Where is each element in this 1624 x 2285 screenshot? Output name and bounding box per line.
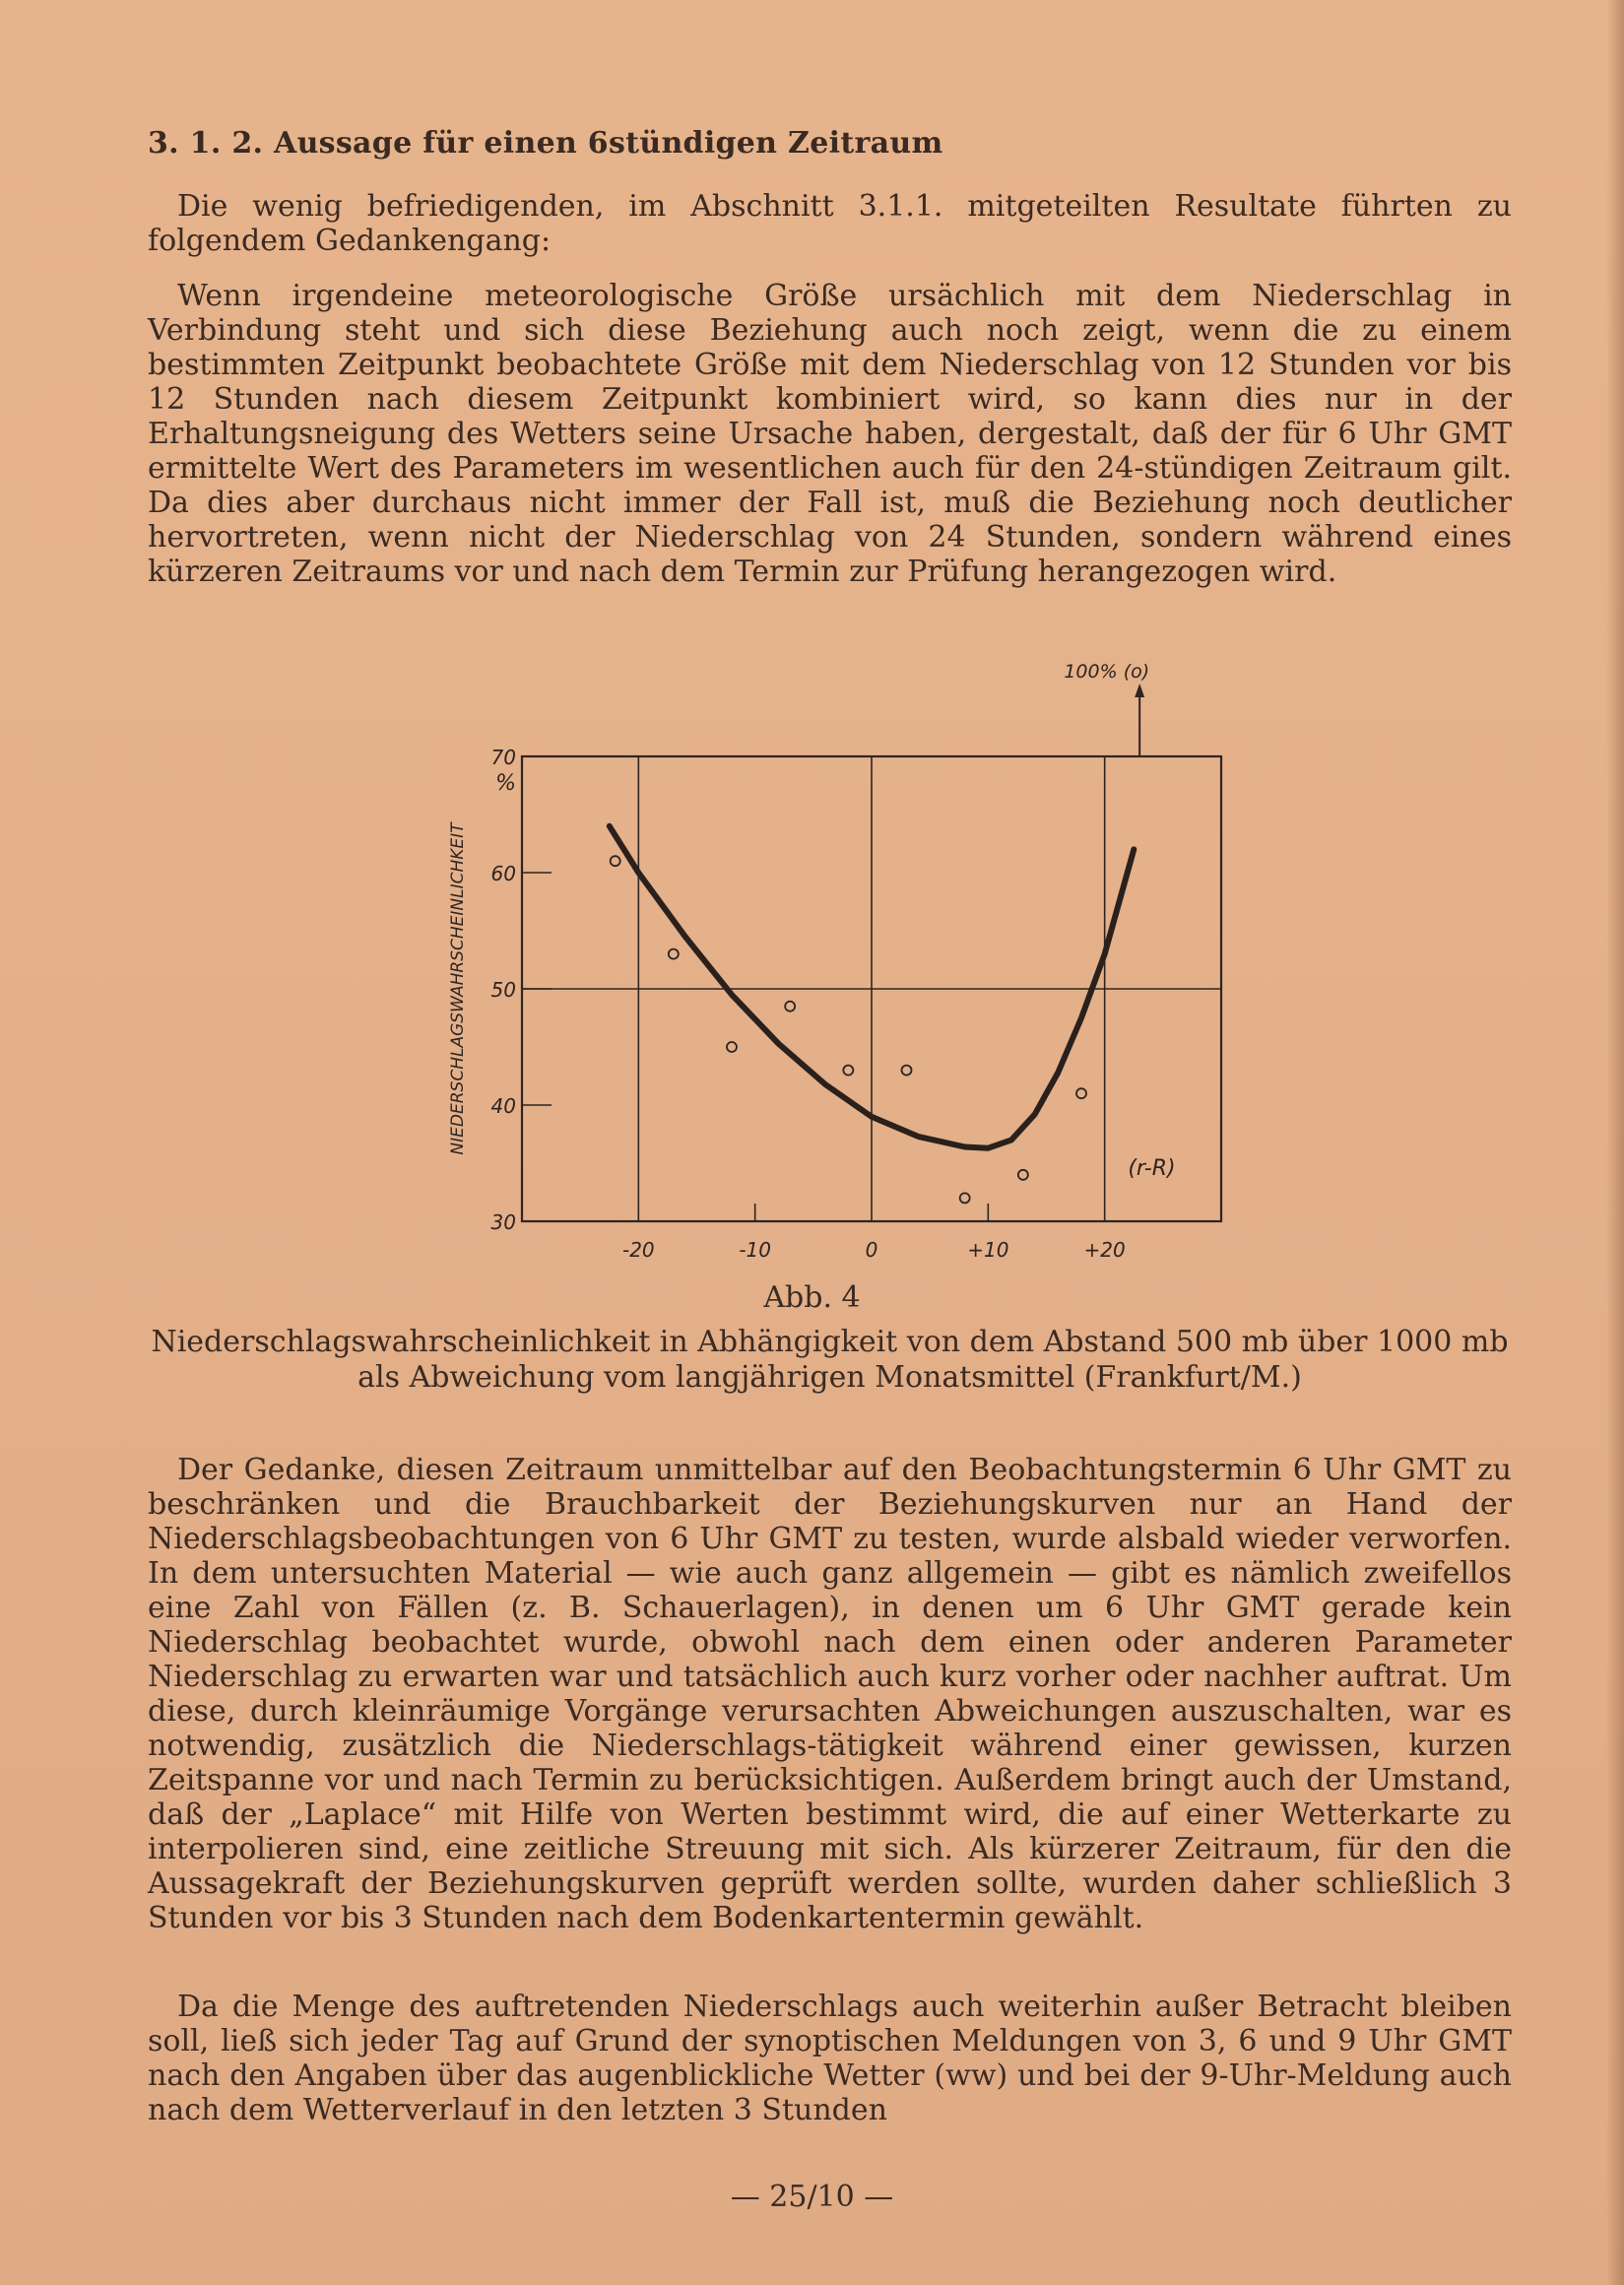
paragraph-classification: Da die Menge des auftretenden Niederschlags auch weiterhin außer Betracht bleiben soll, ließ sich jeder Tag auf Grund der synoptischen Meldungen von 3, 6 und 9 Uhr GMT nach den Angaben über das augenblickliche Wetter (ww) und bei der 9-Uhr-Meldung auch nach dem Wetterverlauf in den letzten 3 Stunden <box>148 1990 1512 2127</box>
chart-svg <box>414 650 1261 1280</box>
page-number: — 25/10 — <box>730 2180 894 2214</box>
figure-chart <box>414 650 1261 1280</box>
x-axis-title: (r-R) <box>1128 1155 1176 1181</box>
y-tick-label: 60 <box>490 862 516 885</box>
out-of-range-label: 100% (o) <box>1064 661 1150 683</box>
data-point <box>785 1002 795 1012</box>
data-point <box>1018 1170 1028 1180</box>
figure-label: Abb. 4 <box>763 1280 861 1315</box>
data-point <box>843 1066 853 1076</box>
paragraph-hypothesis: Wenn irgendeine meteorologische Größe ursächlich mit dem Niederschlag in Verbindung steht und sich diese Beziehung auch noch zeigt, wenn die zu einem bestimmten Zeitpunkt beobachtete Größe mit dem Niederschlag von 12 Stunden vor bis 12 Stunden nach diesem Zeitpunkt kombiniert wird, so kann dies nur in der Erhaltungsneigung des Wetters seine Ursache haben, dergestalt, daß der für 6 Uhr GMT ermittelte Wert des Parameters im wesentlichen auch für den 24-stündigen Zeitraum gilt. Da dies aber durchaus nicht immer der Fall ist, muß die Beziehung noch deutlicher hervortreten, wenn nicht der Niederschlag von 24 Stunden, sondern während eines kürzeren Zeitraums vor und nach dem Termin zur Prüfung herangezogen wird. <box>148 279 1512 589</box>
x-tick-label: -20 <box>621 1238 655 1262</box>
x-tick-label: 0 <box>865 1238 878 1262</box>
y-unit-label: % <box>495 771 516 796</box>
x-tick-label: +20 <box>1083 1238 1126 1262</box>
y-axis-title: NIEDERSCHLAGSWAHRSCHEINLICHKEIT <box>448 822 468 1155</box>
data-point <box>669 949 679 959</box>
figure-caption: Niederschlagswahrscheinlichkeit in Abhängigkeit von dem Abstand 500 mb über 1000 mb als Abweichung vom langjährigen Monatsmittel (Frankfurt/M.) <box>151 1325 1509 1395</box>
x-tick-label: -10 <box>739 1238 772 1262</box>
y-tick-label: 40 <box>490 1094 516 1118</box>
section-heading: 3. 1. 2. Aussage für einen 6stündigen Zeitraum <box>148 126 943 161</box>
paragraph-time-window: Der Gedanke, diesen Zeitraum unmittelbar auf den Beobachtungstermin 6 Uhr GMT zu beschränken und die Brauchbarkeit der Beziehungskurven nur an Hand der Niederschlagsbeobachtungen von 6 Uhr GMT zu testen, wurde alsbald wieder verworfen. In dem untersuchten Material — wie auch ganz allgemein — gibt es nämlich zweifellos eine Zahl von Fällen (z. B. Schauerlagen), in denen um 6 Uhr GMT gerade kein Niederschlag beobachtet wurde, obwohl nach dem einen oder anderen Parameter Niederschlag zu erwarten war und tatsächlich auch kurz vorher oder nachher auftrat. Um diese, durch kleinräumige Vorgänge verursachten Abweichungen auszuschalten, war es notwendig, zusätzlich die Niederschlags-tätigkeit während einer gewissen, kurzen Zeitspanne vor und nach Termin zu berücksichtigen. Außerdem bringt auch der Umstand, daß der „Laplace“ mit Hilfe von Werten bestimmt wird, die auf einer Wetterkarte zu interpolieren sind, eine zeitliche Streuung mit sich. Als kürzerer Zeitraum, für den die Aussagekraft der Beziehungskurven geprüft werden sollte, wurden daher schließlich 3 Stunden vor bis 3 Stunden nach dem Bodenkartentermin gewählt. <box>148 1453 1512 1935</box>
page-edge-shadow <box>1606 0 1624 2285</box>
data-point <box>960 1193 970 1203</box>
out-of-range-arrow-head <box>1135 684 1144 697</box>
y-tick-label: 50 <box>490 978 516 1002</box>
data-point <box>902 1066 912 1076</box>
x-tick-label: +10 <box>967 1238 1009 1262</box>
data-point <box>727 1042 737 1052</box>
y-tick-label: 70 <box>490 746 516 769</box>
data-point <box>611 856 620 866</box>
y-tick-label: 30 <box>490 1210 516 1234</box>
data-point <box>1076 1088 1086 1098</box>
paragraph-intro: Die wenig befriedigenden, im Abschnitt 3.1.1. mitgeteilten Resultate führten zu folgendem Gedankengang: <box>148 189 1512 258</box>
